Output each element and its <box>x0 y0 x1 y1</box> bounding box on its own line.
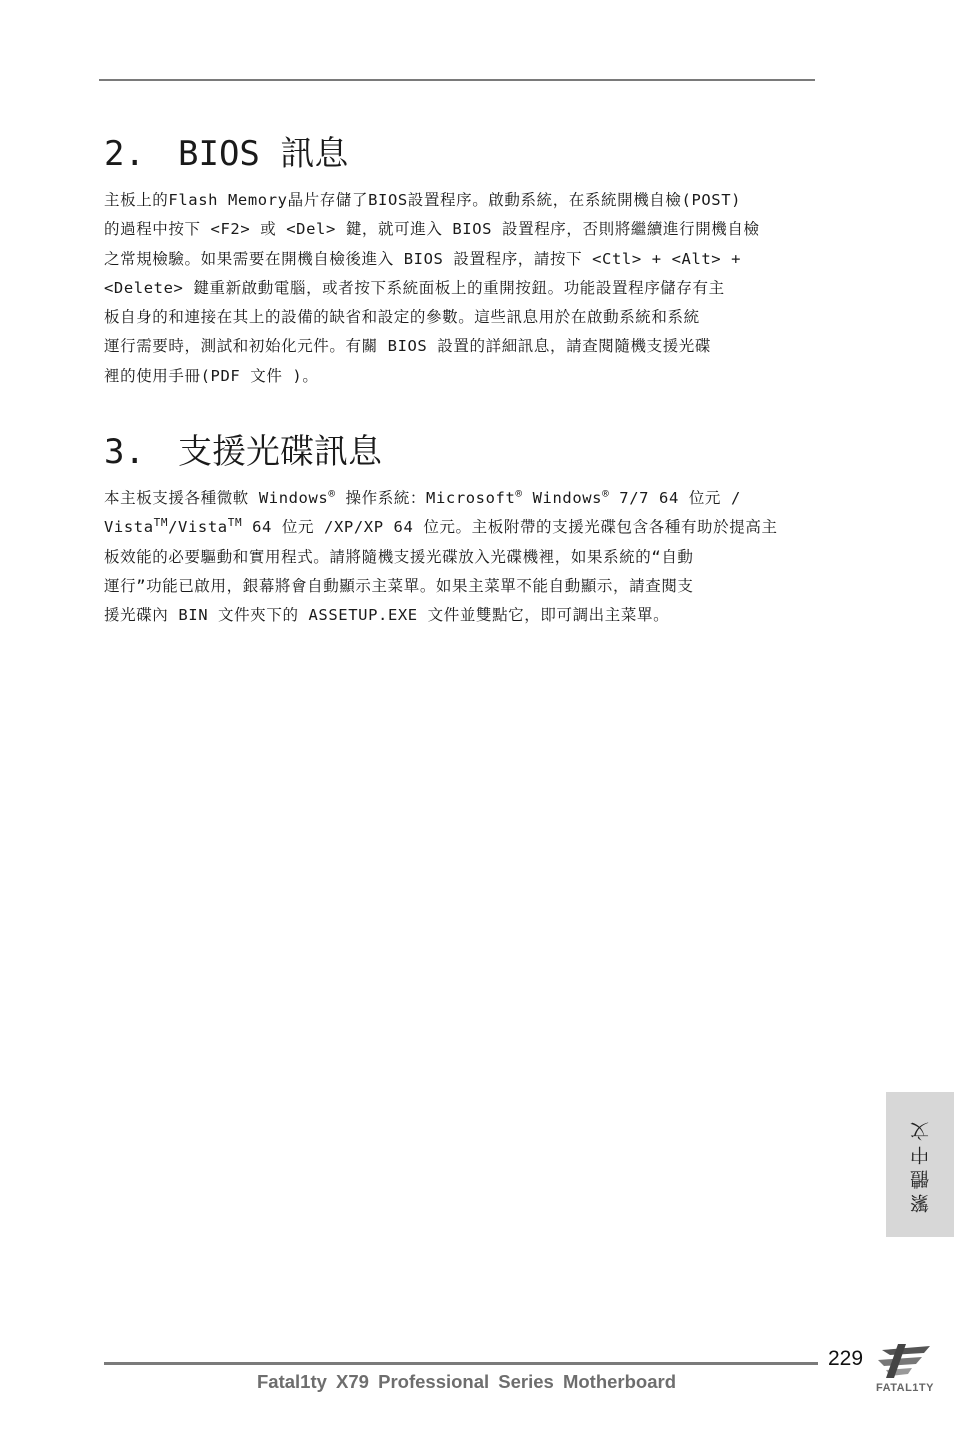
text-line: 援光碟內 BIN 文件夾下的 ASSETUP.EXE 文件並雙點它，即可調出主菜單。 <box>104 606 670 625</box>
language-label: 繁體中文 <box>909 1116 932 1213</box>
fatal1ty-logo <box>864 1340 946 1402</box>
footer-rule <box>104 1362 818 1365</box>
text-run: Vista <box>104 518 154 537</box>
language-side-tab <box>886 1092 954 1237</box>
logo-wordmark: FATAL1TY <box>876 1382 934 1394</box>
text-run: 64 位元 /XP/XP 64 位元。主板附帶的支援光碟包含各種有助於提高主 <box>242 518 778 537</box>
text-line: 運行需要時，測試和初始化元件。有關 BIOS 設置的詳細訊息，請查閱隨機支援光碟 <box>104 337 711 356</box>
section-title: 支援光碟訊息 <box>178 432 382 472</box>
fatal1ty-logo-icon <box>864 1340 946 1382</box>
text-run: /Vista <box>168 518 228 537</box>
text-line: 主板上的Flash Memory晶片存儲了BIOS設置程序。啟動系統，在系統開機自檢(POST) <box>104 191 742 209</box>
footer-title: Fatal1ty X79 Professional Series Motherboard <box>257 1371 677 1392</box>
text-run: 操作系統：Microsoft <box>335 489 516 507</box>
text-line <box>104 486 741 507</box>
registered-mark: ® <box>602 486 610 500</box>
section-bios-info <box>104 134 818 391</box>
text-run: 7/7 64 位元 / <box>609 489 741 507</box>
section-body <box>104 484 818 630</box>
section-heading <box>104 432 818 472</box>
text-line: 之常規檢驗。如果需要在開機自檢後進入 BIOS 設置程序，請按下 <Ctl> + <Alt> + <box>104 249 742 268</box>
section-body <box>104 186 818 391</box>
section-number: 2. <box>104 134 145 174</box>
trademark-mark: TM <box>153 516 169 530</box>
text-line: 運行”功能已啟用，銀幕將會自動顯示主菜單。如果主菜單不能自動顯示，請查閱支 <box>104 576 694 595</box>
page-number: 229 <box>828 1347 864 1370</box>
text-run: Windows <box>522 489 603 507</box>
section-title: BIOS 訊息 <box>178 134 349 174</box>
top-rule <box>99 79 815 81</box>
text-line: 裡的使用手冊(PDF 文件 )。 <box>104 366 319 385</box>
registered-mark: ® <box>515 486 523 500</box>
section-heading <box>104 134 818 174</box>
registered-mark: ® <box>328 486 336 500</box>
text-line: 板自身的和連接在其上的設備的缺省和設定的參數。這些訊息用於在啟動系統和系統 <box>104 308 700 327</box>
section-support-cd-info <box>104 432 818 630</box>
text-run: 本主板支援各種微軟 Windows <box>104 489 329 507</box>
text-line: <Delete> 鍵重新啟動電腦，或者按下系統面板上的重開按鈕。功能設置程序儲存有主 <box>104 278 725 297</box>
text-line: 的過程中按下 <F2> 或 <Del> 鍵，就可進入 BIOS 設置程序，否則將繼續進行開機自檢 <box>104 220 760 239</box>
text-line <box>104 518 778 536</box>
text-line: 板效能的必要驅動和實用程式。請將隨機支援光碟放入光碟機裡，如果系統的“自動 <box>104 547 694 566</box>
section-number: 3. <box>104 432 145 472</box>
trademark-mark: TM <box>227 516 243 530</box>
